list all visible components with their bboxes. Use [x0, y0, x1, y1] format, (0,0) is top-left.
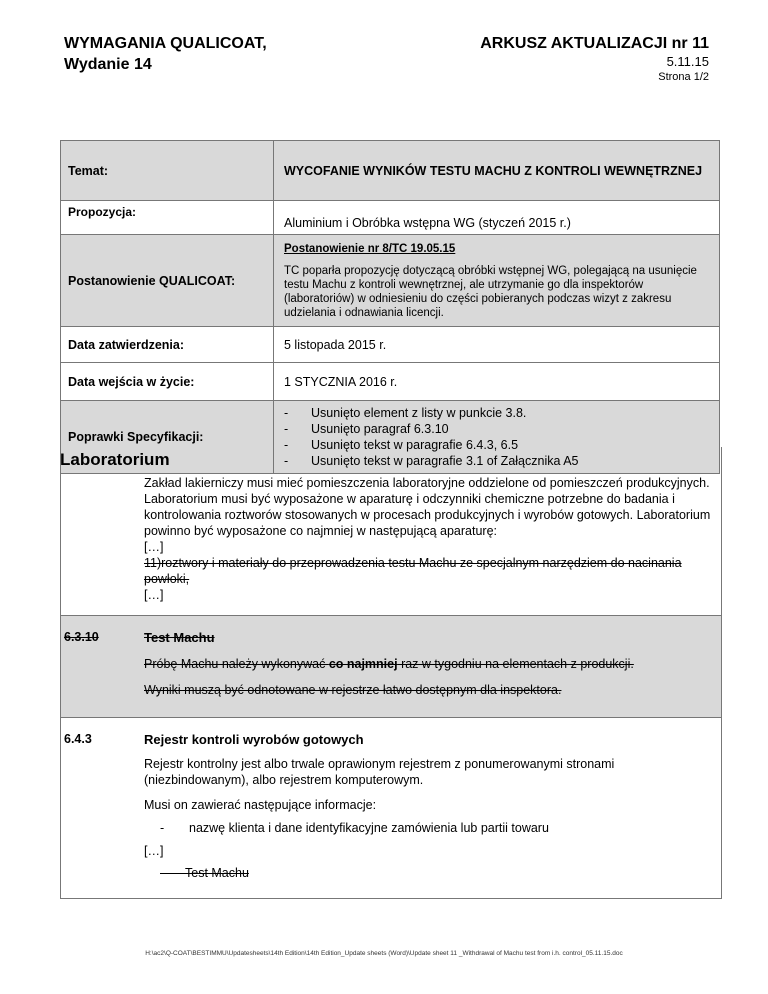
postanowienie-text: TC poparła propozycję dotyczącą obróbki wstępnej WG, polegającą na usunięcie testu Machu z kontroli wewnętrznej, ale utrzymanie go dla inspektorów (laboratoriów) w odniesieniu do części pobieranych podczas wizyt z zakresu udzielania i odnawiania licencji.: [284, 264, 697, 319]
postanowienie-label: Postanowienie QUALICOAT:: [61, 235, 274, 327]
laboratorium-text: Zakład lakierniczy musi mieć pomieszczenia laboratoryjne oddzielone od pomieszczeń produkcyjnych. Laboratorium musi być wyposażone w aparaturę i odczynniki chemiczne potrzebne do badania i kontrolowania roztworów stosowanych w procesach produkcyjnych i wyrobów gotowych. Laboratorium powinno być wyposażone co najmniej w następującą aparaturę:: [144, 476, 711, 538]
ellipsis: […]: [144, 540, 164, 554]
row-temat: [61, 141, 720, 201]
info-table: [60, 140, 720, 474]
standard-title: WYMAGANIA QUALICOAT,: [64, 35, 267, 52]
section-6310-number: 6.3.10: [64, 630, 99, 644]
row-propozycja: [61, 201, 720, 235]
section-643-item2: - Test Machu: [160, 866, 249, 880]
edition: Wydanie 14: [64, 56, 152, 73]
struck-item: 11)roztwory i materiały do przeprowadzenia testu Machu ze specjalnym narzędziem do nacinania powłoki,: [144, 556, 682, 586]
data-wejscia-value: 1 STYCZNIA 2016 r.: [274, 363, 720, 401]
list-item: - Usunięto paragraf 6.3.10: [284, 421, 712, 437]
temat-value: WYCOFANIE WYNIKÓW TESTU MACHU Z KONTROLI WEWNĘTRZNEJ: [274, 141, 720, 201]
ellipsis: […]: [144, 588, 164, 602]
temat-label: Temat:: [61, 141, 274, 201]
section-6310-p1: [144, 656, 714, 672]
section-643-ellipsis: […]: [144, 844, 164, 858]
laboratorium-body: [144, 475, 724, 603]
row-postanowienie: [61, 235, 720, 327]
data-zatwierdzenia-label: Data zatwierdzenia:: [61, 327, 274, 363]
data-wejscia-label: Data wejścia w życie:: [61, 363, 274, 401]
data-zatwierdzenia-value: 5 listopada 2015 r.: [274, 327, 720, 363]
section-643-item1-dash: -: [160, 821, 165, 835]
row-data-wejscia: [61, 363, 720, 401]
section-643-p2: Musi on zawierać następujące informacje:: [144, 798, 377, 812]
list-item: - Usunięto tekst w paragrafie 3.1 of Załącznika A5: [284, 453, 712, 469]
list-item: - Usunięto element z listy w punkcie 3.8.: [284, 405, 712, 421]
postanowienie-cell: [274, 235, 720, 327]
p1-text-c: raz w tygodniu na elementach z produkcji.: [397, 657, 634, 671]
header-left: [64, 33, 267, 75]
page-number: Strona 1/2: [658, 71, 709, 83]
section-643-heading: Rejestr kontroli wyrobów gotowych: [144, 732, 364, 747]
laboratorium-title: Laboratorium: [60, 450, 170, 469]
footer-path: H:\ac2\Q-COAT\BESTIMMU\Updatesheets\14th Edition\14th Edition_Update sheets (Word)\Update sheet 11 _Withdrawal of Machu test from i.h. control_05.11.15.doc: [145, 950, 623, 957]
row-data-zatwierdzenia: [61, 327, 720, 363]
section-643-item1: nazwę klienta i dane identyfikacyjne zamówienia lub partii towaru: [189, 821, 549, 835]
section-643-p1: Rejestr kontrolny jest albo trwale oprawionym rejestrem z ponumerowanymi stronami (niezbindowanym), albo rejestrem komputerowym.: [144, 757, 615, 787]
postanowienie-ref: Postanowienie nr 8/TC 19.05.15: [284, 242, 456, 255]
header-right: [480, 33, 709, 84]
section-6310-heading: Test Machu: [144, 630, 215, 645]
list-item: - Usunięto tekst w paragrafie 6.4.3, 6.5: [284, 437, 712, 453]
section-643-number: 6.4.3: [64, 732, 92, 746]
section-6310-p2: Wyniki muszą być odnotowane w rejestrze łatwo dostępnym dla inspektora.: [144, 683, 562, 697]
struck-item: Test Machu: [185, 866, 249, 880]
propozycja-value: Aluminium i Obróbka wstępna WG (styczeń 2015 r.): [274, 201, 720, 235]
update-date: 5.11.15: [666, 54, 709, 69]
propozycja-label: Propozycja:: [61, 201, 274, 235]
p1-text-a: Próbę Machu należy wykonywać: [144, 657, 329, 671]
update-sheet-title: ARKUSZ AKTUALIZACJI nr 11: [480, 35, 709, 52]
poprawki-label: Poprawki Specyfikacji:: [61, 401, 274, 474]
p1-text-bold: co najmniej: [328, 657, 398, 671]
